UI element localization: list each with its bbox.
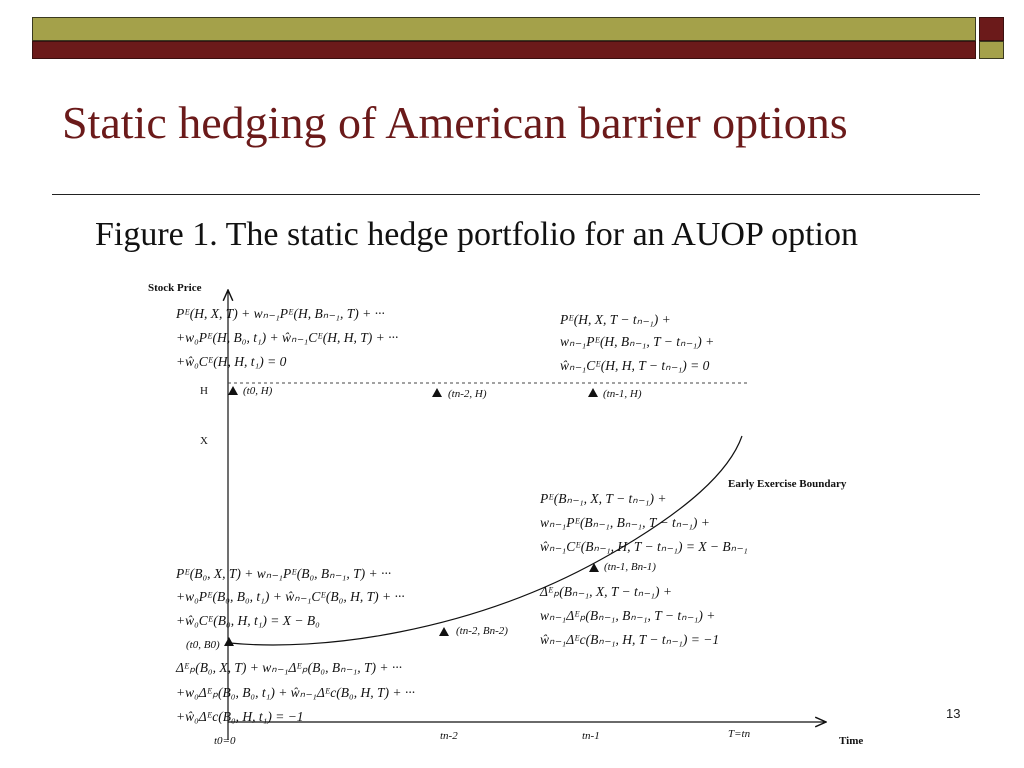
- figure-caption: Figure 1. The static hedge portfolio for an AUOP option: [95, 216, 858, 253]
- equation-line: Δᴱₚ(B₀, X, T) + wₙ₋₁Δᴱₚ(B₀, Bₙ₋₁, T) + ···: [176, 660, 403, 675]
- equation-line: ŵₙ₋₁Δᴱc(Bₙ₋₁, H, T − tₙ₋₁) = −1: [540, 632, 720, 647]
- equation-line: Pᴱ(H, X, T) + wₙ₋₁Pᴱ(H, Bₙ₋₁, T) + ···: [176, 306, 385, 321]
- slide-title: Static hedging of American barrier options: [62, 97, 848, 148]
- point-label-tn2-h: (tn-2, H): [448, 388, 487, 400]
- equation-line: Pᴱ(B₀, X, T) + wₙ₋₁Pᴱ(B₀, Bₙ₋₁, T) + ···: [176, 566, 392, 581]
- equation-line: +ŵ₀Cᴱ(H, H, t₁) = 0: [176, 354, 287, 369]
- x-tick-T: T=tn: [728, 728, 751, 740]
- point-label-t0-h: (t0, H): [243, 385, 273, 397]
- equation-line: +ŵ₀Cᴱ(B₀, H, t₁) = X − B₀: [176, 613, 320, 628]
- equation-mid-left: [175, 566, 405, 628]
- equation-line: Pᴱ(Bₙ₋₁, X, T − tₙ₋₁) +: [540, 491, 667, 506]
- equation-line: ŵₙ₋₁Cᴱ(H, H, T − tₙ₋₁) = 0: [560, 358, 710, 373]
- point-label-tn1-bn1: (tn-1, Bn-1): [604, 561, 656, 573]
- marker-tn1-bn1: [589, 563, 599, 572]
- marker-tn2-bn2: [439, 627, 449, 636]
- boundary-label: Early Exercise Boundary: [728, 478, 847, 490]
- marker-tn2-h: [432, 388, 442, 397]
- equation-line: wₙ₋₁Pᴱ(Bₙ₋₁, Bₙ₋₁, T − tₙ₋₁) +: [540, 515, 710, 530]
- equation-top-left: [175, 306, 398, 369]
- point-label-t0-b0: (t0, B0): [186, 639, 220, 651]
- equation-top-right: [559, 312, 714, 373]
- equation-line: ŵₙ₋₁Cᴱ(Bₙ₋₁, H, T − tₙ₋₁) = X − Bₙ₋₁: [540, 539, 748, 554]
- y-axis-label: Stock Price: [148, 282, 202, 294]
- y-tick-h: H: [200, 385, 208, 397]
- equation-line: +ŵ₀Δᴱc(B₀, H, t₁) = −1: [176, 709, 304, 724]
- point-label-tn1-h: (tn-1, H): [603, 388, 642, 400]
- x-tick-tn-2: tn-2: [440, 730, 458, 742]
- equation-line: Pᴱ(H, X, T − tₙ₋₁) +: [560, 312, 671, 327]
- equation-low-right: [539, 584, 719, 647]
- equation-line: +w₀Pᴱ(H, B₀, t₁) + ŵₙ₋₁Cᴱ(H, H, T) + ···: [176, 330, 399, 345]
- marker-t0-b0: [224, 637, 234, 646]
- equation-line: +w₀Δᴱₚ(B₀, B₀, t₁) + ŵₙ₋₁Δᴱc(B₀, H, T) + ···: [176, 685, 415, 700]
- equation-line: +w₀Pᴱ(B₀, B₀, t₁) + ŵₙ₋₁Cᴱ(B₀, H, T) + ···: [176, 589, 405, 604]
- y-tick-x: X: [200, 435, 208, 447]
- equation-mid-right: [539, 491, 748, 554]
- x-axis-label: Time: [839, 735, 864, 747]
- x-tick-tn-1: tn-1: [582, 730, 600, 742]
- equation-line: wₙ₋₁Pᴱ(H, Bₙ₋₁, T − tₙ₋₁) +: [560, 334, 715, 349]
- page-number: 13: [946, 706, 961, 721]
- equation-line: wₙ₋₁Δᴱₚ(Bₙ₋₁, Bₙ₋₁, T − tₙ₋₁) +: [540, 608, 716, 623]
- marker-tn1-h: [588, 388, 598, 397]
- equation-line: Δᴱₚ(Bₙ₋₁, X, T − tₙ₋₁) +: [540, 584, 672, 599]
- x-tick-t0: t0=0: [214, 735, 236, 747]
- marker-t0-h: [228, 386, 238, 395]
- equation-low-left: [175, 660, 415, 724]
- point-label-tn2-bn2: (tn-2, Bn-2): [456, 625, 508, 637]
